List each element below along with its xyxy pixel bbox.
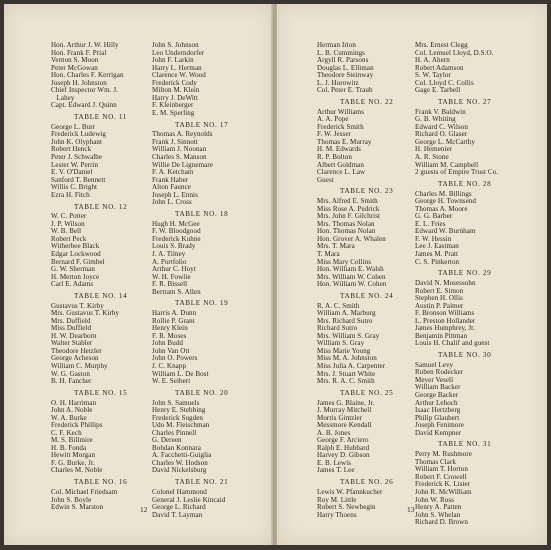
guest-name: Philip Glaubert bbox=[415, 413, 460, 422]
guest-name: Robert Peck bbox=[51, 234, 87, 243]
guest-name: A. Portfolio bbox=[152, 257, 187, 266]
guest-name: Louis S. Brady bbox=[152, 242, 196, 251]
guest-name: John S. Samuels bbox=[152, 398, 200, 407]
right-page-number: 13 bbox=[407, 505, 415, 514]
guest-name: Frederick Sugden bbox=[152, 413, 204, 422]
guest-name: E. M. Sperling bbox=[152, 108, 195, 117]
table-heading: TABLE NO. 26 bbox=[340, 478, 394, 487]
guest-name: John W. Ross bbox=[415, 495, 455, 504]
table-heading: TABLE NO. 22 bbox=[340, 98, 394, 107]
guest-name: Miss Rose A. Pedrick bbox=[317, 204, 380, 213]
table-heading: TABLE NO. 15 bbox=[74, 388, 128, 397]
guest-name: Lahey bbox=[51, 93, 75, 102]
guest-name: John L. Cross bbox=[152, 198, 192, 207]
guest-name: Willis C. Bright bbox=[51, 183, 98, 192]
guest-name: F. A. Ketcham bbox=[152, 168, 194, 177]
guest-name: Mrs. J. Stuart White bbox=[317, 369, 376, 378]
guest-name: F. W. Hessin bbox=[415, 234, 452, 243]
guest-name: Colonel Hammond bbox=[152, 487, 207, 496]
guest-name: Bohdan Konnara bbox=[152, 443, 201, 452]
guest-name: F. R. Bissell bbox=[152, 280, 188, 289]
guest-name: James Humphrey, Jr. bbox=[415, 324, 475, 333]
guest-name: C. S. Pinkerton bbox=[415, 257, 460, 266]
guest-name: Robert F. Crowell bbox=[415, 472, 467, 481]
guest-name: W. B. Bell bbox=[51, 227, 82, 236]
guest-name: Frederick Smith bbox=[317, 122, 364, 131]
guest-name: Frank V. Baldwin bbox=[415, 107, 466, 116]
guest-name: Milton M. Klein bbox=[152, 86, 200, 95]
guest-name: George L. Burr bbox=[51, 122, 96, 131]
guest-name: Mrs. T. Mara bbox=[317, 242, 355, 251]
guest-name: Hon. Grover A. Whalen bbox=[317, 234, 386, 243]
guest-name: William L. De Bost bbox=[152, 369, 209, 378]
table-heading: TABLE NO. 24 bbox=[340, 291, 394, 300]
guest-name: Clarence L. Law bbox=[317, 168, 366, 177]
guest-name: Douglas L. Elliman bbox=[317, 63, 374, 72]
guest-name: L. B. Cummings bbox=[317, 48, 365, 57]
guest-name: Joseph Fenimore bbox=[415, 421, 465, 430]
guest-name: John O. Powers bbox=[152, 354, 198, 363]
guest-name: Edward C. Wilson bbox=[415, 122, 468, 131]
guest-name: Robert Henck bbox=[51, 145, 92, 154]
guest-name: Harris A. Dunn bbox=[152, 309, 197, 318]
guest-name: Walter Stabler bbox=[51, 339, 93, 348]
guest-name: Guest bbox=[317, 175, 334, 184]
guest-name: Mrs. Gustavus T. Kirby bbox=[51, 309, 120, 318]
guest-name: W. H. Fowlie bbox=[152, 272, 191, 281]
guest-name: Theodore Hetzler bbox=[51, 346, 102, 355]
guest-name: Benjamin Pittman bbox=[415, 331, 468, 340]
table-heading: TABLE NO. 16 bbox=[74, 478, 128, 487]
guest-name: C. F. Kech bbox=[51, 428, 82, 437]
guest-name: Peter J. Schwalbe bbox=[51, 153, 103, 162]
guest-name: H. A. Ahern bbox=[415, 56, 450, 65]
guest-name: Thomas E. Murray bbox=[317, 137, 372, 146]
guest-name: John A. Noble bbox=[51, 406, 93, 415]
guest-name: Lee J. Eastman bbox=[415, 242, 459, 251]
guest-name: Hon. William W. Cohen bbox=[317, 280, 387, 289]
guest-name: Peter McGowan bbox=[51, 63, 98, 72]
guest-name: Hon. Thomas Nolan bbox=[317, 227, 376, 236]
guest-name: Samuel Levy bbox=[415, 360, 454, 369]
guest-name: Harry Thoens bbox=[317, 510, 357, 519]
guest-name: W. C. Potter bbox=[51, 212, 87, 221]
guest-name: F. W. Jesser bbox=[317, 130, 351, 139]
guest-name: Ralph E. Hubbard bbox=[317, 443, 370, 452]
guest-name: James G. Blaine, Jr. bbox=[317, 398, 375, 407]
guest-name: William Backer bbox=[415, 383, 461, 392]
guest-name: Hon. Frank F. Prial bbox=[51, 48, 107, 57]
guest-name: Gustavus T. Kirby bbox=[51, 301, 104, 310]
guest-name: William M. Campbell bbox=[415, 160, 479, 169]
guest-name: William S. Gray bbox=[317, 339, 365, 348]
guest-name: Hugh H. McGee bbox=[152, 219, 200, 228]
guest-name: Joseph H. Johnston bbox=[51, 78, 107, 87]
guest-name: Mrs. Richard Sutro bbox=[317, 316, 373, 325]
guest-name: Albert Goldman bbox=[317, 160, 364, 169]
guest-name: H. M. Edwards bbox=[317, 145, 361, 154]
table-heading: TABLE NO. 31 bbox=[438, 440, 492, 449]
guest-name: E. B. Lewis bbox=[317, 458, 352, 467]
guest-name: R. P. Bolton bbox=[317, 153, 352, 162]
guest-name: Frederick Cody bbox=[152, 78, 198, 87]
guest-name: W. E. Seibert bbox=[152, 377, 191, 386]
guest-name: Lewis W. Pfannkucher bbox=[317, 487, 383, 496]
guest-name: Richard O. Glaser bbox=[415, 130, 468, 139]
table-heading: TABLE NO. 12 bbox=[74, 202, 128, 211]
table-heading: TABLE NO. 25 bbox=[340, 388, 394, 397]
guest-name: Frederick Ludewig bbox=[51, 130, 107, 139]
guest-name: David Nickelsburg bbox=[152, 466, 207, 475]
guest-name: J. P. Wilson bbox=[51, 219, 85, 228]
guest-name: William J. Noonan bbox=[152, 145, 207, 154]
guest-name: Arthur Lehoch bbox=[415, 398, 458, 407]
guest-name: Arthur Williams bbox=[317, 107, 365, 116]
guest-name: Capt. Edward J. Quinn bbox=[51, 101, 117, 110]
guest-name: Miss Marie Young bbox=[317, 346, 371, 355]
guest-name: F. R. Moses bbox=[152, 331, 187, 340]
guest-name: Hon. William E. Walsh bbox=[317, 265, 384, 274]
guest-name: W. G. Gaston bbox=[51, 369, 90, 378]
table-heading: TABLE NO. 14 bbox=[74, 291, 128, 300]
guest-name: Austin P. Palmer bbox=[415, 301, 464, 310]
guest-name: Charles M. Noble bbox=[51, 466, 103, 475]
guest-name: E. V. O'Daniel bbox=[51, 168, 93, 177]
guest-name: John Budd bbox=[152, 339, 183, 348]
guest-name: James T. Lee bbox=[317, 466, 355, 475]
right-page-column-2 bbox=[415, 42, 498, 527]
guest-name: B. H. Fancher bbox=[51, 377, 92, 386]
guest-name: Bertram S. Allen bbox=[152, 287, 201, 296]
guest-name: Charles W. Hodson bbox=[152, 458, 208, 467]
guest-name: Henry A. Patten bbox=[415, 503, 462, 512]
guest-name: F. W. Bloodgood bbox=[152, 227, 201, 236]
guest-name: F. G. Burke, Jr. bbox=[51, 458, 95, 467]
guest-name: A. Facchetti-Guiglia bbox=[152, 451, 212, 460]
guest-name: Hon. Charles F. Kerrigan bbox=[51, 71, 124, 80]
guest-name: L. Preston Hollander bbox=[415, 316, 476, 325]
guest-name: E. L. Fries bbox=[415, 219, 446, 228]
guest-name: David N. Mosessohn bbox=[415, 278, 476, 287]
left-page-column-1 bbox=[51, 42, 127, 512]
guest-name: William C. Murphy bbox=[51, 362, 108, 370]
guest-name: Frederick Kuhne bbox=[152, 234, 201, 243]
table-heading: TABLE NO. 29 bbox=[438, 269, 492, 278]
guest-name: Frank Haber bbox=[152, 175, 189, 184]
guest-name: Edgar Lockwood bbox=[51, 249, 101, 258]
guest-name: Willie De Lignemare bbox=[152, 160, 213, 169]
guest-name: Charles M. Billings bbox=[415, 189, 472, 198]
guest-name: Miss Julia A. Carpenter bbox=[317, 362, 386, 370]
guest-name: William T. Horton bbox=[415, 465, 468, 474]
table-heading: TABLE NO. 28 bbox=[438, 179, 492, 188]
guest-name: John Van Ott bbox=[152, 346, 190, 355]
guest-name: L. J. Horowitz bbox=[317, 78, 359, 87]
guest-name: Morris Gintzler bbox=[317, 413, 363, 422]
guest-name: Robert Adamson bbox=[415, 63, 464, 72]
guest-name: John S. Boyle bbox=[51, 495, 92, 504]
guest-name: Theodore Steinway bbox=[317, 71, 374, 80]
guest-name: Col. Peter E. Traub bbox=[317, 86, 373, 95]
guest-name: Mrs. William S. Gray bbox=[317, 331, 380, 340]
guest-name: John K. Olyphant bbox=[51, 137, 103, 146]
guest-name: S. W. Taylor bbox=[415, 71, 451, 80]
guest-name: Mrs. Alfred E. Smith bbox=[317, 197, 378, 206]
guest-name: Col. Lloyd C. Collis bbox=[415, 78, 474, 87]
guest-name: George Backer bbox=[415, 391, 459, 400]
guest-name: George H. Townsend bbox=[415, 197, 476, 206]
guest-name: Thomas A. Moore bbox=[415, 204, 468, 213]
left-page-column-2 bbox=[152, 42, 228, 519]
guest-name: H. W. Dearborn bbox=[51, 331, 97, 340]
guest-name: Edward W. Burnham bbox=[415, 227, 476, 236]
table-heading: TABLE NO. 11 bbox=[74, 113, 128, 122]
guest-name: Meyer Vesell bbox=[415, 375, 454, 384]
guest-name: Richard D. Brown bbox=[415, 518, 468, 527]
guest-name: Edwin S. Marston bbox=[51, 503, 104, 512]
guest-name: J. C. Knapp bbox=[152, 362, 187, 370]
guest-name: Witherbee Black bbox=[51, 242, 100, 251]
guest-name: Perry M. Rushmore bbox=[415, 450, 472, 459]
guest-name: F. Bronson Williams bbox=[415, 309, 475, 318]
guest-name: Col. Michael Friedsam bbox=[51, 487, 118, 496]
guest-name: Mrs. William W. Cohen bbox=[317, 272, 386, 281]
guest-name: H. Merton Joyce bbox=[51, 272, 100, 281]
guest-name: Mrs. Ernest Clegg bbox=[415, 41, 468, 49]
guest-name: G. W. Sherman bbox=[51, 265, 95, 274]
guest-name: Messmore Kendall bbox=[317, 421, 372, 430]
guest-name: George L. Richard bbox=[152, 503, 206, 512]
guest-name: Harry L. Herman bbox=[152, 63, 202, 72]
guest-name: Lester W. Perrin bbox=[51, 160, 99, 169]
guest-name: Frederick Phillips bbox=[51, 421, 103, 430]
guest-name: Herman Irion bbox=[317, 41, 357, 49]
guest-name: Bernard F. Gimbel bbox=[51, 257, 105, 266]
guest-name: Robert S. Newbegin bbox=[317, 503, 376, 512]
guest-name: Frederick K. Lister bbox=[415, 480, 471, 489]
left-page bbox=[4, 4, 272, 545]
guest-name: Hewitt Morgan bbox=[51, 451, 96, 460]
guest-name: Roy M. Little bbox=[317, 495, 357, 504]
guest-name: F. Kleinberger bbox=[152, 101, 194, 110]
guest-name: Henry Klein bbox=[152, 324, 188, 333]
guest-name: Hon. Arthur J. W. Hilly bbox=[51, 41, 119, 49]
guest-name: Charles Pinnell bbox=[152, 428, 197, 437]
guest-name: Mrs. Thomas Nolan bbox=[317, 219, 375, 228]
guest-name: R. A. C. Smith bbox=[317, 301, 360, 310]
table-heading: TABLE NO. 30 bbox=[438, 351, 492, 360]
guest-name: Miss Mary Collins bbox=[317, 257, 372, 266]
guest-name: Richard Sutro bbox=[317, 324, 358, 333]
guest-name: Carl E. Adams bbox=[51, 280, 94, 289]
guest-name: Miss Duffield bbox=[51, 324, 92, 333]
table-heading: TABLE NO. 18 bbox=[175, 210, 229, 219]
guest-name: John F. Larkin bbox=[152, 56, 194, 65]
guest-name: T. Mara bbox=[317, 249, 340, 258]
guest-name: Udo M. Fleischman bbox=[152, 421, 210, 430]
guest-name: Joseph L. Ennis bbox=[152, 190, 198, 199]
guest-name: Chief Inspector Wm. J. bbox=[51, 86, 118, 95]
guest-name: Leo Underndorfer bbox=[152, 48, 205, 57]
guest-name: Miss M. A. Johnston bbox=[317, 354, 377, 363]
guest-name: Rollie P. Grant bbox=[152, 316, 195, 325]
guest-name: A. A. Pope bbox=[317, 115, 349, 124]
guest-name: George L. McCarthy bbox=[415, 137, 476, 146]
guest-name: George Acheson bbox=[51, 354, 99, 363]
table-heading: TABLE NO. 23 bbox=[340, 187, 394, 196]
guest-name: G. Dereen bbox=[152, 436, 182, 445]
guest-name: Charles S. Manson bbox=[152, 153, 207, 162]
guest-name: Mrs. Duffield bbox=[51, 316, 91, 325]
guest-name: Harry J. DeWitt bbox=[152, 93, 198, 102]
table-heading: TABLE NO. 27 bbox=[438, 98, 492, 107]
guest-name: Ruben Rodecker bbox=[415, 368, 464, 377]
guest-name: Ezra H. Fitch bbox=[51, 190, 90, 199]
guest-name: Col. Lemuel Lloyd, D.S.O. bbox=[415, 48, 494, 57]
guest-name: David Kempner bbox=[415, 428, 462, 437]
guest-name: J. A. Tilney bbox=[152, 249, 186, 258]
guest-name: W. A. Burke bbox=[51, 413, 87, 422]
guest-name: David T. Layman bbox=[152, 510, 203, 519]
guest-name: Isaac Hertzberg bbox=[415, 406, 461, 415]
guest-name: Vernon S. Moon bbox=[51, 56, 99, 65]
guest-name: Gage E. Tarbell bbox=[415, 86, 461, 95]
guest-name: A. R. Stone bbox=[415, 153, 449, 162]
guest-name: Henry E. Stebbing bbox=[152, 406, 206, 415]
table-heading: TABLE NO. 17 bbox=[175, 120, 229, 129]
table-heading: TABLE NO. 21 bbox=[175, 478, 229, 487]
guest-name: James M. Pratt bbox=[415, 249, 459, 258]
guest-name: 2 guests of Empire Trust Co. bbox=[415, 168, 499, 177]
left-page-number: 12 bbox=[140, 505, 148, 514]
table-heading: TABLE NO. 19 bbox=[175, 299, 229, 308]
guest-name: Robert E. Simon bbox=[415, 286, 464, 295]
guest-name: J. Murray Mitchell bbox=[317, 406, 372, 415]
guest-name: A. B. Jones bbox=[317, 428, 351, 437]
right-page-column-1 bbox=[317, 42, 393, 519]
guest-name: Thomas Clark bbox=[415, 457, 456, 466]
guest-name: Sanford T. Bennett bbox=[51, 175, 106, 184]
guest-name: H. B. Fonda bbox=[51, 443, 87, 452]
guest-name: John S. Whelan bbox=[415, 510, 461, 519]
guest-name: Clarence W. Wood bbox=[152, 71, 206, 80]
guest-name: John S. Johnson bbox=[152, 41, 199, 49]
table-heading: TABLE NO. 20 bbox=[175, 388, 229, 397]
guest-name: Mrs. R. A. C. Smith bbox=[317, 377, 375, 386]
guest-name: George F. Arciero bbox=[317, 436, 369, 445]
guest-name: M. S. Billmire bbox=[51, 436, 93, 445]
guest-name: General J. Leslie Kincaid bbox=[152, 495, 226, 504]
guest-name: Stephen H. Ollis bbox=[415, 294, 463, 303]
guest-name: John R. McWilliam bbox=[415, 487, 472, 496]
guest-name: Louis H. Chalif and guest bbox=[415, 339, 490, 348]
guest-name: Arthur C. Hoyt bbox=[152, 265, 196, 274]
guest-name: G. B. Whiting bbox=[415, 115, 456, 124]
guest-name: G. G. Barber bbox=[415, 212, 453, 221]
guest-name: Frank J. Sinnott bbox=[152, 137, 198, 146]
guest-name: Harvey D. Gibson bbox=[317, 451, 370, 460]
guest-name: H. Hemenier bbox=[415, 145, 453, 154]
guest-name: William A. Marburg bbox=[317, 309, 376, 318]
guest-name: Argyll R. Parsons bbox=[317, 56, 369, 65]
guest-name: O. H. Harriman bbox=[51, 398, 97, 407]
guest-name: Alton Faunce bbox=[152, 183, 192, 192]
guest-name: Mrs. John F. Gilchrist bbox=[317, 212, 381, 221]
guest-name: Thomas A. Reynolds bbox=[152, 130, 213, 139]
